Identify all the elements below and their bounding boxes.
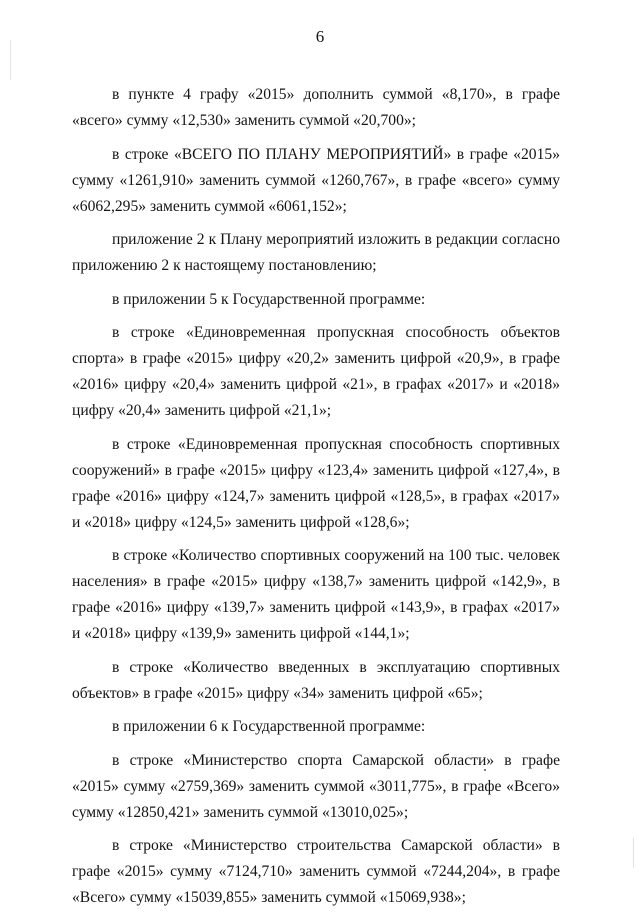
paragraph: в строке «Министерство спорта Самарской области» в графе «2015» сумму «2759,369» заменить суммой «3011,775», в графе «Всего» сумму «12850,421» заменить суммой «13010,025»; — [72, 751, 560, 821]
paragraph: в строке «Количество спортивных сооружений на 100 тыс. человек населения» в графе «2015» цифру «138,7» заменить цифрой «142,9», в графе «2016» цифру «139,7» заменить цифрой «143,9», в графах «2017» и «2018» цифру «139,9» заменить цифрой «144,1»; — [72, 547, 560, 642]
paragraph: приложение 2 к Плану мероприятий изложить в редакции согласно приложению 2 к настоящему постановлению; — [72, 231, 560, 274]
paragraph: в строке «ВСЕГО ПО ПЛАНУ МЕРОПРИЯТИЙ» в графе «2015» сумму «1261,910» заменить суммой «1260,767», в графе «всего» сумму «6062,295» заменить суммой «6061,152»; — [72, 145, 560, 215]
scan-margin-mark — [633, 838, 634, 868]
document-body — [72, 82, 560, 919]
paragraph: в строке «Единовременная пропускная способность спортивных сооружений» в графе «2015» цифру «123,4» заменить цифрой «127,4», в графе «2016» цифру «124,7» заменить цифрой «128,5», в графах «2017» и «2018» цифру «124,5» заменить цифрой «128,6»; — [72, 435, 560, 531]
paragraph: в приложении 5 к Государственной программе: — [112, 290, 426, 308]
paragraph: в строке «Министерство строительства Самарской области» в графе «2015» сумму «7124,710» заменить суммой «7244,204», в графе «Всего» сумму «15039,855» заменить суммой «15069,938»; — [72, 837, 560, 906]
paragraph: в строке «Количество введенных в эксплуатацию спортивных объектов» в графе «2015» цифру «34» заменить цифрой «65»; — [72, 658, 560, 702]
paragraph: в строке «Единовременная пропускная способность объектов спорта» в графе «2015» цифру «20,2» заменить цифрой «20,9», в графе «2016» цифру «20,4» заменить цифрой «21», в графах «2017» и «2018» цифру «20,4» заменить цифрой «21,1»; — [72, 324, 560, 419]
page-number: 6 — [315, 27, 325, 46]
paragraph: в приложении 6 к Государственной программе: — [112, 718, 426, 735]
paragraph: в пункте 4 графу «2015» дополнить суммой «8,170», в графе «всего» сумму «12,530» заменить суммой «20,700»; — [72, 86, 560, 129]
